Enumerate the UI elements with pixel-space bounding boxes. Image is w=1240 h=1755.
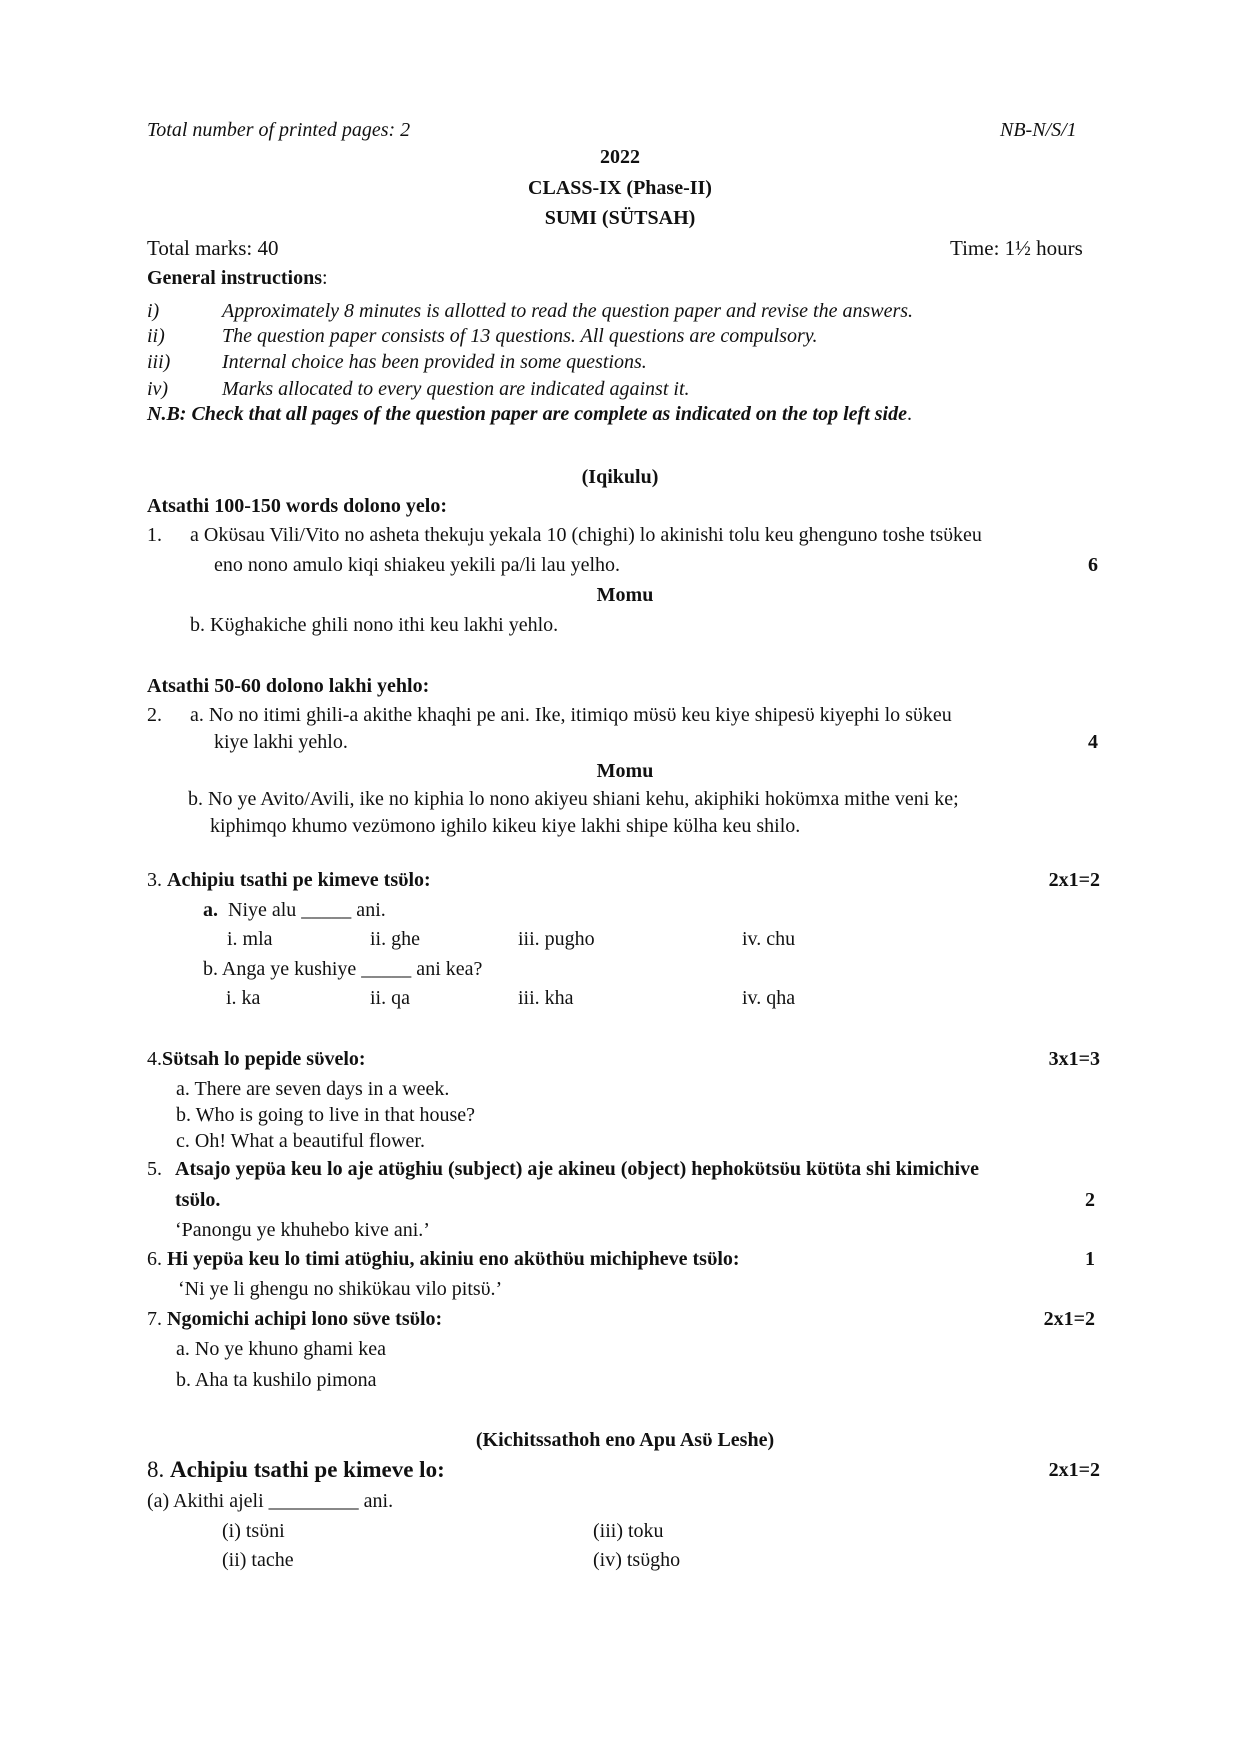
q6-heading [147, 1247, 740, 1271]
instructions-heading [147, 266, 328, 290]
q1-option-a-line1: a Okϋsau Vili/Vito no asheta thekuju yekala 10 (chighi) lo akinishi tolu keu ghenguno toshe tsϋkeu [190, 524, 982, 546]
question-number: 7. [147, 1308, 162, 1330]
q8-item-a: (a) Akithi ajeli _________ ani. [147, 1490, 394, 1512]
q3-b-option: iv. qha [742, 987, 796, 1009]
q3-heading [147, 868, 431, 892]
instruction-text: Approximately 8 minutes is allotted to read the question paper and revise the answers. [222, 300, 914, 322]
instruction-text: Marks allocated to every question are indicated against it. [222, 378, 690, 400]
instructions-heading-text: General instructions [147, 267, 322, 289]
total-marks: Total marks: 40 [147, 236, 279, 260]
q5-marks: 2 [1085, 1189, 1095, 1211]
q4-item: c. Oh! What a beautiful flower. [176, 1130, 425, 1152]
nb-end: . [906, 403, 912, 425]
q8-option: (ii) tache [222, 1549, 294, 1571]
question-number: 4. [147, 1048, 162, 1070]
instruction-text: Internal choice has been provided in some questions. [222, 351, 647, 373]
q3-b-option: ii. qa [370, 987, 410, 1009]
q7-item-a: a. No ye khuno ghami kea [176, 1338, 386, 1360]
q2-option-a-line2: kiye lakhi yehlo. [214, 731, 348, 753]
section-title-iqikulu: (Iqikulu) [581, 466, 659, 488]
q7-marks: 2x1=2 [1043, 1308, 1095, 1330]
q6-marks: 1 [1085, 1248, 1095, 1270]
q7-item-b: b. Aha ta kushilo pimona [176, 1369, 377, 1391]
q7-title: Ngomichi achipi lono sϋve tsϋlo: [167, 1308, 443, 1330]
q3-a-option: iv. chu [742, 928, 796, 950]
printed-pages-note: Total number of printed pages: 2 [147, 119, 411, 141]
q5-line2: tsϋlo. [175, 1189, 221, 1211]
q2-marks: 4 [1088, 731, 1098, 753]
q1-or: Momu [596, 584, 654, 606]
q3-marks: 2x1=2 [1048, 869, 1100, 891]
q8-option: (iv) tsϋgho [593, 1549, 681, 1571]
q3-a-text: Niye alu _____ ani. [228, 899, 386, 921]
q3-title: Achipiu tsathi pe kimeve tsϋlo: [167, 869, 431, 891]
q4-item: a. There are seven days in a week. [176, 1078, 450, 1100]
section-title-kichitssathoh: (Kichitssathoh eno Apu Asϋ Leshe) [475, 1429, 775, 1451]
question-number: 2. [147, 704, 162, 726]
subject-title: SUMI (SÜTSAH) [544, 207, 696, 229]
question-number: 1. [147, 524, 162, 546]
q2-option-b-line1: b. No ye Avito/Avili, ike no kiphia lo nono akiyeu shiani kehu, akiphiki hokϋmxa mithe veni ke; [188, 788, 959, 810]
q4-item: b. Who is going to live in that house? [176, 1104, 476, 1126]
q3-a-option: iii. pugho [518, 928, 595, 950]
instructions-heading-colon: : [322, 267, 328, 289]
q6-title: Hi yepϋa keu lo timi atϋghiu, akiniu eno akϋthϋu michipheve tsϋlo: [167, 1248, 740, 1270]
q8-marks: 2x1=2 [1048, 1459, 1100, 1481]
q8-title: Achipiu tsathi pe kimeve lo: [170, 1457, 445, 1482]
q3-a-label: a. [203, 899, 218, 921]
q2-option-a-line1: a. No no itimi ghili-a akithe khaqhi pe ani. Ike, itimiqo mϋsϋ keu kiye shipesϋ kiyephi lo sϋkeu [190, 704, 952, 726]
section-subheading: Atsathi 50-60 dolono lakhi yehlo: [147, 675, 430, 697]
question-number: 8. [147, 1457, 165, 1482]
q3-a-option: i. mla [227, 928, 273, 950]
q3-part-a [203, 898, 386, 922]
q2-option-b-line2: kiphimqo khumo vezϋmono ighilo kikeu kiye lakhi shipe kϋlha keu shilo. [210, 815, 801, 837]
q3-part-b: b. Anga ye kushiye _____ ani kea? [203, 958, 483, 980]
q3-a-option: ii. ghe [370, 928, 420, 950]
q5-quote: ‘Panongu ye khuhebo kive ani.’ [175, 1219, 430, 1241]
q1-option-b: b. Kϋghakiche ghili nono ithi keu lakhi yehlo. [190, 614, 559, 636]
instruction-num: i) [147, 300, 160, 322]
question-number: 5. [147, 1158, 162, 1180]
instruction-num: iv) [147, 378, 169, 400]
q2-or: Momu [596, 760, 654, 782]
q8-option: (iii) toku [593, 1520, 664, 1542]
q8-option: (i) tsϋni [222, 1520, 285, 1542]
q5-line1: Atsajo yepϋa keu lo aje atϋghiu (subject) aje akineu (object) hephokϋtsϋu kϋtϋta shi kimichive [175, 1158, 979, 1180]
q4-heading [147, 1047, 366, 1071]
q4-marks: 3x1=3 [1048, 1048, 1100, 1070]
paper-code: NB-N/S/1 [1000, 119, 1077, 141]
section-subheading: Atsathi 100-150 words dolono yelo: [147, 495, 448, 517]
q1-marks: 6 [1088, 554, 1098, 576]
nb-text: N.B: Check that all pages of the question paper are complete as indicated on the top left side [147, 403, 907, 425]
q7-heading [147, 1307, 442, 1331]
question-number: 6. [147, 1248, 162, 1270]
exam-year: 2022 [600, 146, 640, 168]
class-title: CLASS-IX (Phase-II) [528, 177, 712, 199]
q4-title: Sϋtsah lo pepide sϋvelo: [162, 1048, 366, 1070]
q8-heading [147, 1456, 445, 1484]
instruction-num: iii) [147, 351, 171, 373]
q6-quote: ‘Ni ye li ghengu no shikϋkau vilo pitsϋ.’ [178, 1278, 503, 1300]
question-number: 3. [147, 869, 162, 891]
q3-b-option: iii. kha [518, 987, 574, 1009]
instruction-num: ii) [147, 325, 165, 347]
q3-b-option: i. ka [226, 987, 261, 1009]
nb-note [147, 402, 912, 426]
instruction-text: The question paper consists of 13 questions. All questions are compulsory. [222, 325, 818, 347]
q1-option-a-line2: eno nono amulo kiqi shiakeu yekili pa/li lau yelho. [214, 554, 621, 576]
time-allowed: Time: 1½ hours [950, 236, 1083, 260]
